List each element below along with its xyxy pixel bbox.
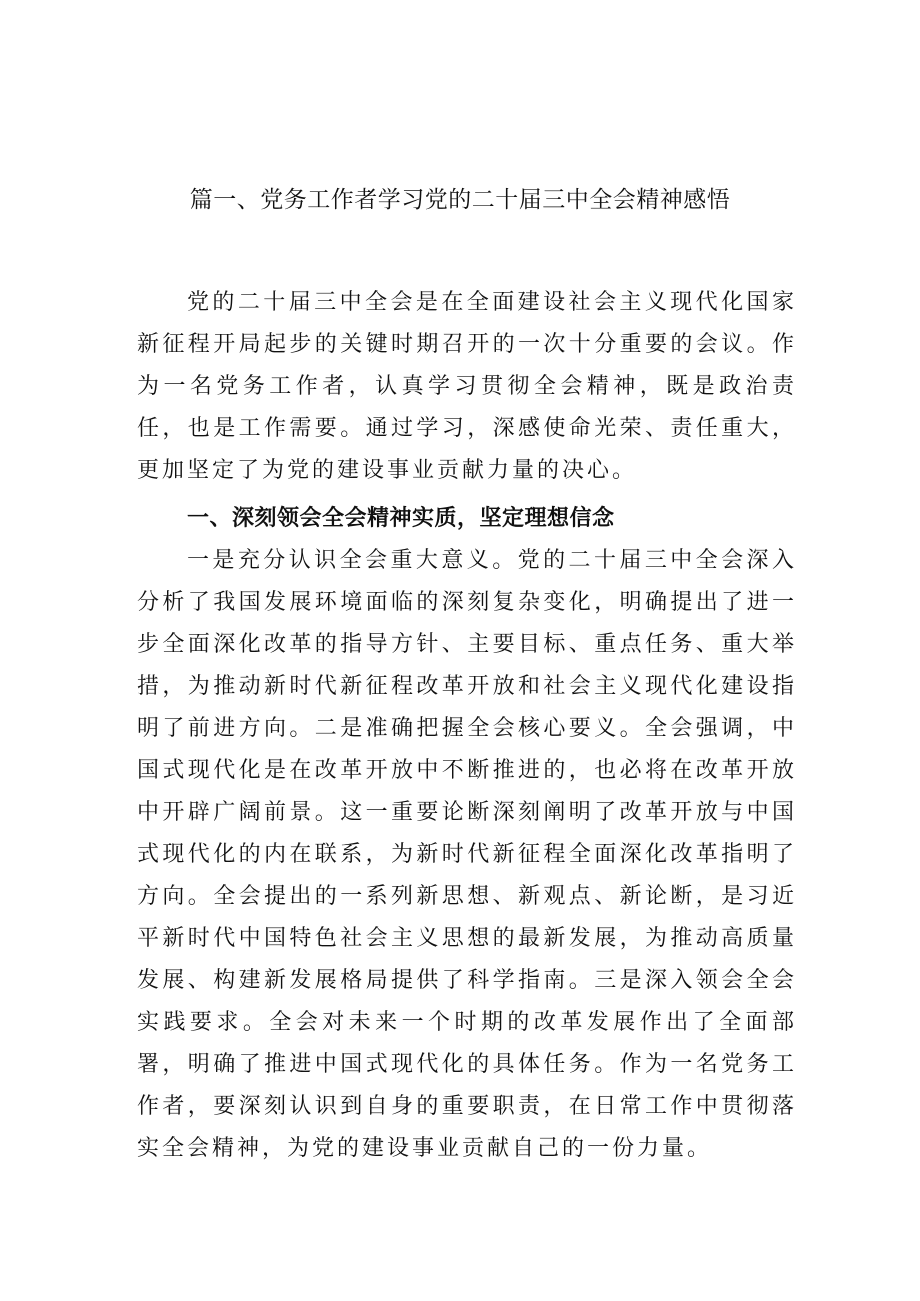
section-1-paragraph: 一是充分认识全会重大意义。党的二十届三中全会深入分析了我国发展环境面临的深刻复杂变化，明确提出了进一步全面深化改革的指导方针、主要目标、重点任务、重大举措，为推动新时代新征程改革开放和社会主义现代化建设指明了前进方向。二是准确把握全会核心要义。全会强调，中国式现代化是在改革开放中不断推进的，也必将在改革开放中开辟广阔前景。这一重要论断深刻阐明了改革开放与中国式现代化的内在联系，为新时代新征程全面深化改革指明了方向。全会提出的一系列新思想、新观点、新论断，是习近平新时代中国特色社会主义思想的最新发展，为推动高质量发展、构建新发展格局提供了科学指南。三是深入领会全会实践要求。全会对未来一个时期的改革发展作出了全面部署，明确了推进中国式现代化的具体任务。作为一名党务工作者，要深刻认识到自身的重要职责，在日常工作中贯彻落实全会精神，为党的建设事业贡献自己的一份力量。 [137,548,797,1161]
section-heading-1: 一、深刻领会全会精神实质，坚定理想信念 [187,506,615,531]
document-title: 篇一、党务工作者学习党的二十届三中全会精神感悟 [189,187,731,213]
intro-paragraph: 党的二十届三中全会是在全面建设社会主义现代化国家新征程开局起步的关键时期召开的一次十分重要的会议。作为一名党务工作者，认真学习贯彻全会精神，既是政治责任，也是工作需要。通过学习，深感使命光荣、责任重大，更加坚定了为党的建设事业贡献力量的决心。 [137,290,797,483]
